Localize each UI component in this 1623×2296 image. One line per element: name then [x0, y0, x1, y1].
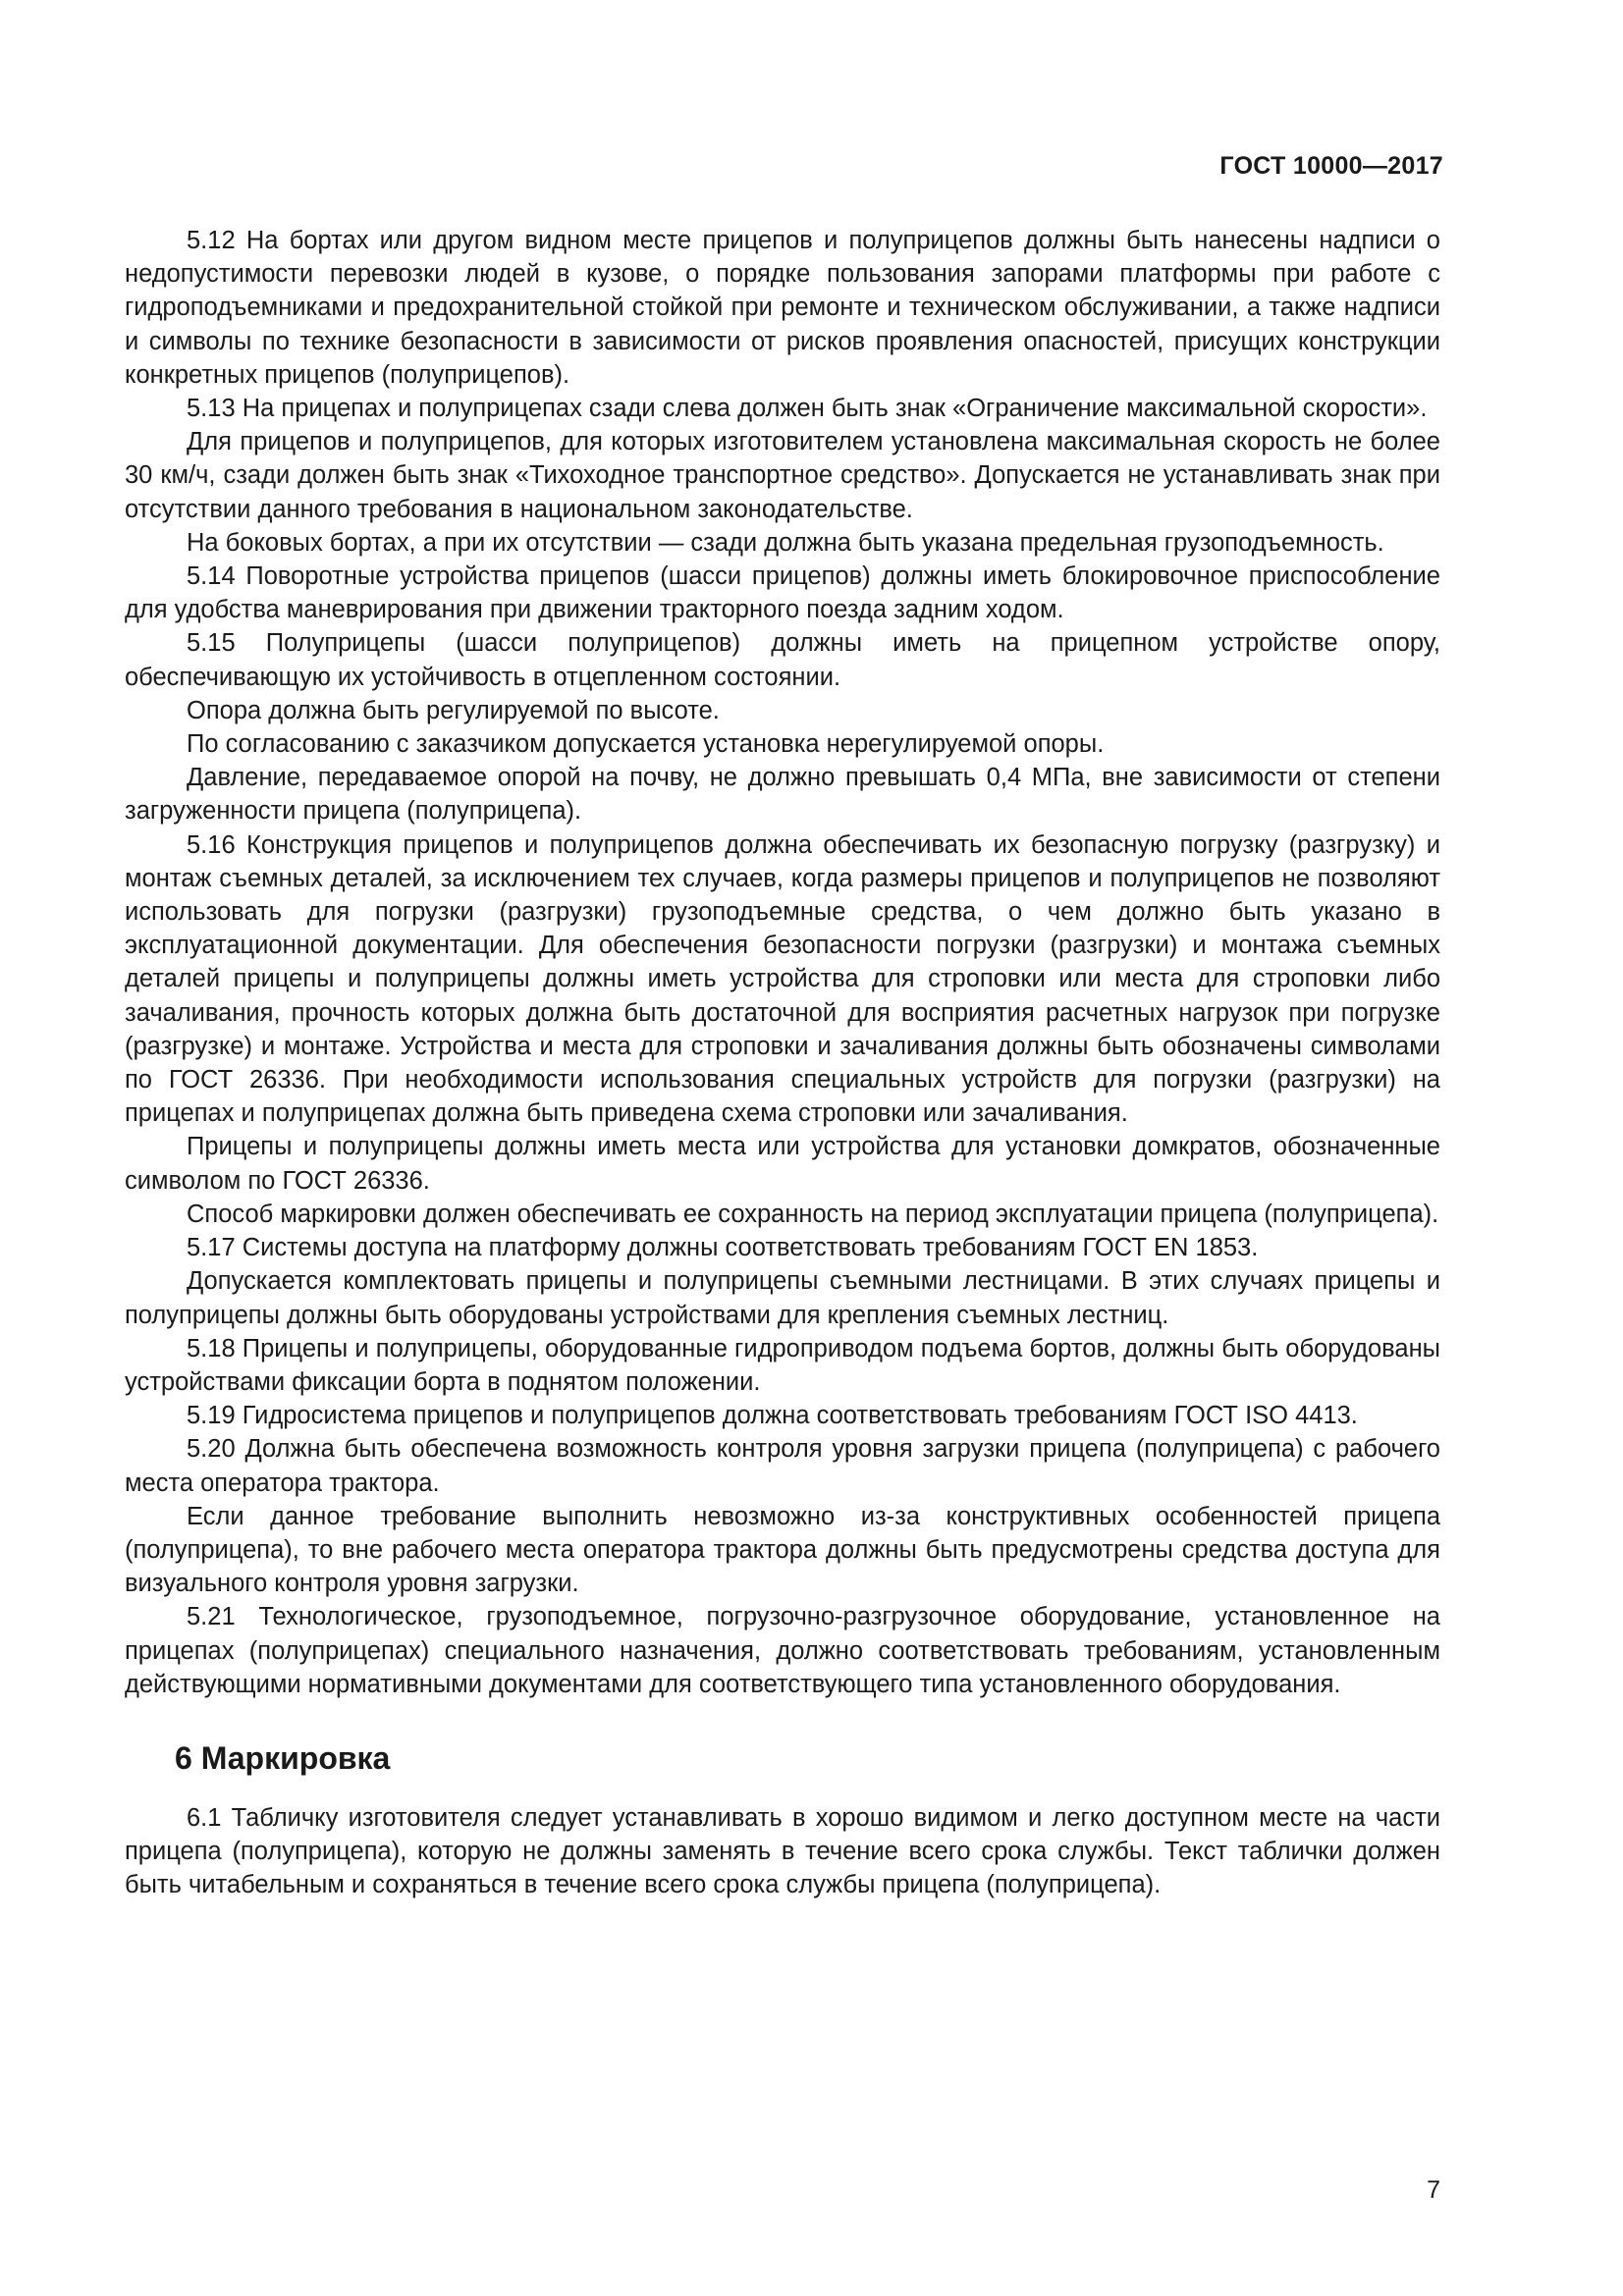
paragraph-5-15: 5.15 Полуприцепы (шасси полуприцепов) должны иметь на прицепном устройстве опору, обеспечивающую их устойчивость в отцепленном состоянии. — [125, 629, 1440, 691]
page-number: 7 — [1427, 2176, 1440, 2204]
paragraph: Для прицепов и полуприцепов, для которых изготовителем установлена максимальная скорость не более 30 км/ч, сзади должен быть знак «Тихоходное транспортное средство». Допускается не устанавливать знак при отсутствии данного требования в национальном законодательстве. — [125, 428, 1440, 523]
paragraph: Давление, передаваемое опорой на почву, не должно превышать 0,4 МПа, вне зависимости от степени загруженности прицепа (полуприцепа). — [125, 764, 1440, 826]
paragraph-5-14: 5.14 Поворотные устройства прицепов (шасси прицепов) должны иметь блокировочное приспособление для удобства маневрирования при движении тракторного поезда задним ходом. — [125, 562, 1440, 624]
paragraph-5-16: 5.16 Конструкция прицепов и полуприцепов должна обеспечивать их безопасную погрузку (разгрузку) и монтаж съемных деталей, за исключением тех случаев, когда размеры прицепов и полуприцепов не позволяют использовать для погрузки (разгрузки) грузоподъемные средства, о чем должно быть указано в эксплуатационной документации. Для обеспечения безопасности погрузки (разгрузки) и монтажа съемных деталей прицепы и полуприцепы должны иметь устройства для строповки или места для строповки либо зачаливания, прочность которых должна быть достаточной для восприятия расчетных нагрузок при погрузке (разгрузке) и монтаже. Устройства и места для строповки и зачаливания должны быть обозначены символами по ГОСТ 26336. При необходимости использования специальных устройств для погрузки (разгрузки) на прицепах и полуприцепах должна быть приведена схема строповки или зачаливания. — [125, 830, 1440, 1128]
paragraph: Допускается комплектовать прицепы и полуприцепы съемными лестницами. В этих случаях прицепы и полуприцепы должны быть оборудованы устройствами для крепления съемных лестниц. — [125, 1267, 1440, 1329]
paragraph-5-21: 5.21 Технологическое, грузоподъемное, погрузочно-разгрузочное оборудование, установленное на прицепах (полуприцепах) специального назначения, должно соответствовать требованиям, установленным действующими нормативными документами для соответствующего типа установленного оборудования. — [125, 1603, 1440, 1698]
paragraph: По согласованию с заказчиком допускается установка нерегулируемой опоры. — [187, 730, 1105, 759]
paragraph-5-12: 5.12 На бортах или другом видном месте прицепов и полуприцепов должны быть нанесены надписи о недопустимости перевозки людей в кузове, о порядке пользования запорами платформы при работе с гидроподъемниками и предохранительной стойкой при ремонте и техническом обслуживании, а также надписи и символы по технике безопасности в зависимости от рисков проявления опасностей, присущих конструкции конкретных прицепов (полуприцепов). — [125, 227, 1440, 389]
paragraph-5-18: 5.18 Прицепы и полуприцепы, оборудованные гидроприводом подъема бортов, должны быть оборудованы устройствами фиксации борта в поднятом положении. — [125, 1334, 1440, 1396]
paragraph: Опора должна быть регулируемой по высоте. — [187, 696, 720, 724]
paragraph-6-1: 6.1 Табличку изготовителя следует устанавливать в хорошо видимом и легко доступном месте на части прицепа (полуприцепа), которую не должны заменять в течение всего срока службы. Текст таблички должен быть читабельным и сохраняться в течение всего срока службы прицепа (полуприцепа). — [125, 1803, 1440, 1899]
paragraph: На боковых бортах, а при их отсутствии — сзади должна быть указана предельная грузоподъемность. — [187, 528, 1384, 557]
document-header: ГОСТ 10000—2017 — [1219, 152, 1443, 180]
paragraph-5-17: 5.17 Системы доступа на платформу должны соответствовать требованиям ГОСТ EN 1853. — [187, 1234, 1259, 1262]
section-title: 6 Маркировка — [175, 1739, 391, 1776]
document-body — [125, 224, 1440, 1902]
paragraph: Способ маркировки должен обеспечивать ее сохранность на период эксплуатации прицепа (полуприцепа). — [187, 1200, 1439, 1228]
paragraph-5-19: 5.19 Гидросистема прицепов и полуприцепов должна соответствовать требованиям ГОСТ ISO 4413. — [187, 1402, 1358, 1430]
paragraph-5-20: 5.20 Должна быть обеспечена возможность контроля уровня загрузки прицепа (полуприцепа) с рабочего места оператора трактора. — [125, 1435, 1440, 1497]
paragraph: Если данное требование выполнить невозможно из-за конструктивных особенностей прицепа (полуприцепа), то вне рабочего места оператора трактора должны быть предусмотрены средства доступа для визуального контроля уровня загрузки. — [125, 1502, 1440, 1598]
paragraph: Прицепы и полуприцепы должны иметь места или устройства для установки домкратов, обозначенные символом по ГОСТ 26336. — [125, 1133, 1440, 1195]
paragraph-5-13: 5.13 На прицепах и полуприцепах сзади слева должен быть знак «Ограничение максимальной скорости». — [187, 395, 1428, 423]
